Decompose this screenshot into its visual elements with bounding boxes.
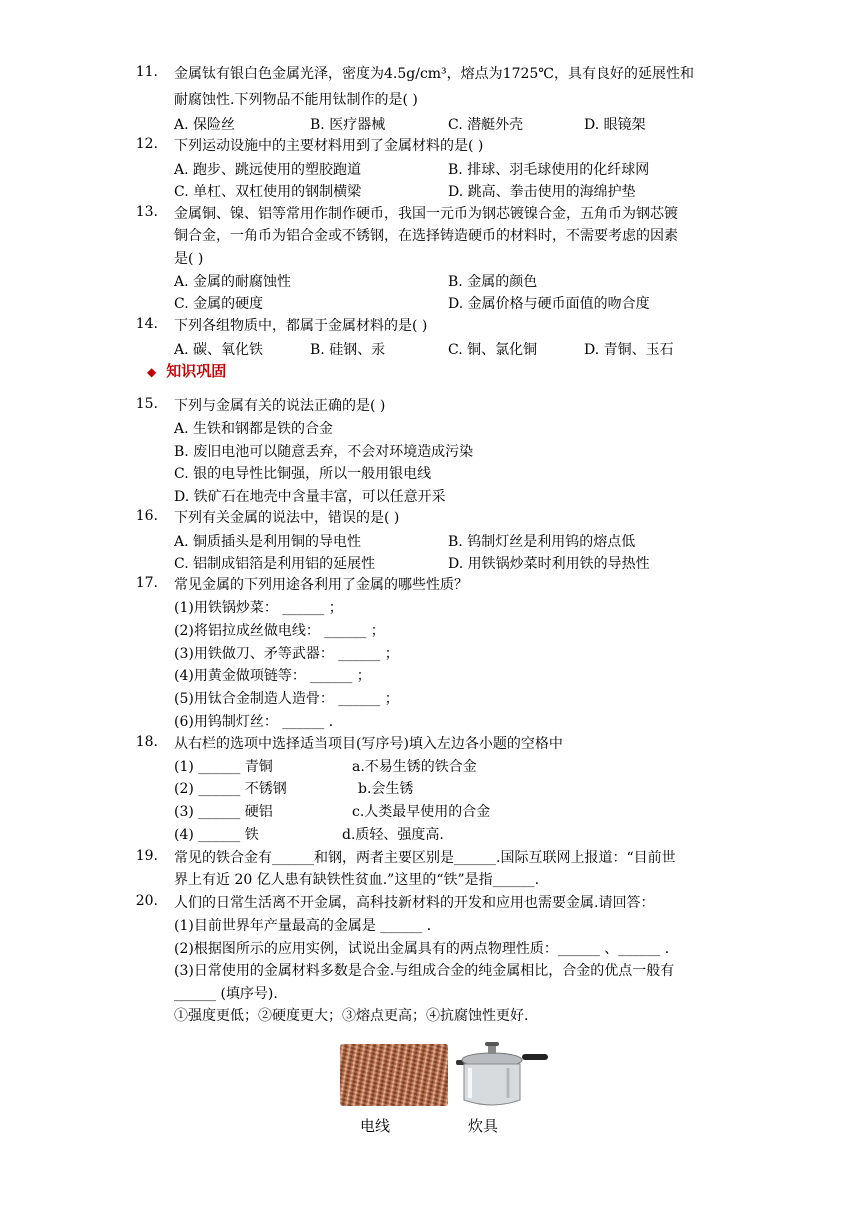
question-text: 下列运动设施中的主要材料用到了金属材料的是( ) — [174, 138, 484, 154]
section-header — [147, 360, 226, 381]
option-c: C. 银的电导性比铜强，所以一般用银电线 — [174, 466, 432, 482]
figure-images — [340, 1040, 550, 1110]
question-text: 是( ) — [174, 251, 204, 267]
option-d: D. 跳高、拳击使用的海绵护垫 — [448, 184, 636, 200]
caption-wire: 电线 — [360, 1117, 391, 1135]
option-a: A. 跑步、跳远使用的塑胶跑道 — [174, 162, 362, 178]
match-left-item: (1) ______ 青铜 — [174, 759, 273, 775]
fill-blank-item: (1)用铁锅炒菜： ______ ； — [174, 600, 343, 616]
option-b: B. 医疗器械 — [310, 117, 386, 133]
question-text: 铜合金，一角币为铝合金或不锈钢，在选择铸造硬币的材料时，不需要考虑的因素 — [174, 228, 678, 244]
copper-wire-image — [340, 1044, 448, 1106]
fill-blank-item: (4)用黄金做项链等： ______ ； — [174, 668, 371, 684]
fill-blank-item: (3)日常使用的金属材料多数是合金.与组成合金的纯金属相比，合金的优点一般有 — [174, 963, 675, 979]
question-number: 12. — [135, 136, 158, 152]
fill-blank-item: (1)目前世界年产量最高的金属是 ______ ． — [174, 918, 441, 934]
question-number: 13. — [135, 204, 158, 220]
option-d: D. 铁矿石在地壳中含量丰富，可以任意开采 — [174, 489, 446, 505]
option-a: A. 铜质插头是利用铜的导电性 — [174, 534, 362, 550]
option-d: D. 用铁锅炒菜时利用铁的导热性 — [448, 556, 650, 572]
option-b: B. 废旧电池可以随意丢弃，不会对环境造成污染 — [174, 444, 474, 460]
option-b: B. 钨制灯丝是利用钨的熔点低 — [448, 534, 636, 550]
question-text: 人们的日常生活离不开金属，高科技新材料的开发和应用也需要金属.请回答： — [174, 895, 655, 911]
option-d: D. 青铜、玉石 — [584, 342, 674, 358]
option-c: C. 铜、氯化铜 — [448, 342, 538, 358]
option-d: D. 金属价格与硬币面值的吻合度 — [448, 296, 650, 312]
match-right-item: d.质轻、强度高. — [342, 827, 444, 843]
option-a: A. 生铁和钢都是铁的合金 — [174, 421, 334, 437]
question-text: 界上有近 20 亿人患有缺铁性贫血.”这里的“铁”是指______. — [174, 872, 540, 888]
question-text: 常见的铁合金有______和钢，两者主要区别是______.国际互联网上报道：“目前世 — [174, 850, 676, 866]
choice-list: ①强度更低；②硬度更大；③熔点更高；④抗腐蚀性更好. — [174, 1008, 529, 1024]
question-number: 17. — [135, 575, 158, 591]
caption-cookware: 炊具 — [468, 1117, 499, 1135]
diamond-icon: ◆ — [147, 365, 157, 379]
fill-blank-item: (2)将铝拉成丝做电线： ______ ； — [174, 623, 385, 639]
option-a: A. 碳、氧化铁 — [174, 342, 264, 358]
question-number: 19. — [135, 848, 158, 864]
fill-blank-item: (6)用钨制灯丝： ______ ． — [174, 714, 343, 730]
option-b: B. 金属的颜色 — [448, 274, 538, 290]
fill-blank-item: (3)用铁做刀、矛等武器： ______ ； — [174, 646, 399, 662]
option-c: C. 潜艇外壳 — [448, 117, 524, 133]
question-number: 14. — [135, 316, 158, 332]
question-text: 金属钛有银白色金属光泽，密度为4.5g/cm³，熔点为1725℃，具有良好的延展性和 — [174, 66, 694, 82]
question-number: 11. — [135, 64, 158, 80]
question-text: 下列与金属有关的说法正确的是( ) — [174, 398, 386, 414]
section-title: 知识巩固 — [166, 362, 227, 380]
question-number: 20. — [135, 893, 158, 909]
option-b: B. 硅钢、汞 — [310, 342, 386, 358]
fill-blank-item: (5)用钛合金制造人造骨： ______ ； — [174, 691, 399, 707]
match-right-item: b.会生锈 — [358, 781, 414, 797]
match-left-item: (4) ______ 铁 — [174, 827, 259, 843]
match-left-item: (3) ______ 硬铝 — [174, 804, 273, 820]
question-text: 耐腐蚀性.下列物品不能用钛制作的是( ) — [174, 92, 418, 108]
option-d: D. 眼镜架 — [584, 117, 646, 133]
option-a: A. 金属的耐腐蚀性 — [174, 274, 292, 290]
question-text: 下列有关金属的说法中，错误的是( ) — [174, 510, 400, 526]
question-text: 从右栏的选项中选择适当项目(写序号)填入左边各小题的空格中 — [174, 736, 563, 752]
pressure-cooker-image — [452, 1040, 548, 1110]
option-b: B. 排球、羽毛球使用的化纤球网 — [448, 162, 650, 178]
match-left-item: (2) ______ 不锈钢 — [174, 781, 287, 797]
fill-blank-item: (2)根据图所示的应用实例，试说出金属具有的两点物理性质：______ 、______ ． — [174, 941, 679, 957]
question-text: 下列各组物质中，都属于金属材料的是( ) — [174, 318, 428, 334]
question-text: 常见金属的下列用途各利用了金属的哪些性质？ — [174, 577, 468, 593]
option-c: C. 铝制成铝箔是利用铝的延展性 — [174, 556, 376, 572]
question-text: 金属铜、镍、铝等常用作制作硬币，我国一元币为钢芯镀镍合金，五角币为钢芯镀 — [174, 206, 678, 222]
question-number: 15. — [135, 396, 158, 412]
fill-blank-item: ______ (填序号). — [174, 986, 278, 1002]
match-right-item: c.人类最早使用的合金 — [352, 804, 491, 820]
match-right-item: a.不易生锈的铁合金 — [352, 759, 477, 775]
question-number: 16. — [135, 508, 158, 524]
question-number: 18. — [135, 734, 158, 750]
option-a: A. 保险丝 — [174, 117, 236, 133]
option-c: C. 金属的硬度 — [174, 296, 264, 312]
option-c: C. 单杠、双杠使用的钢制横梁 — [174, 184, 362, 200]
